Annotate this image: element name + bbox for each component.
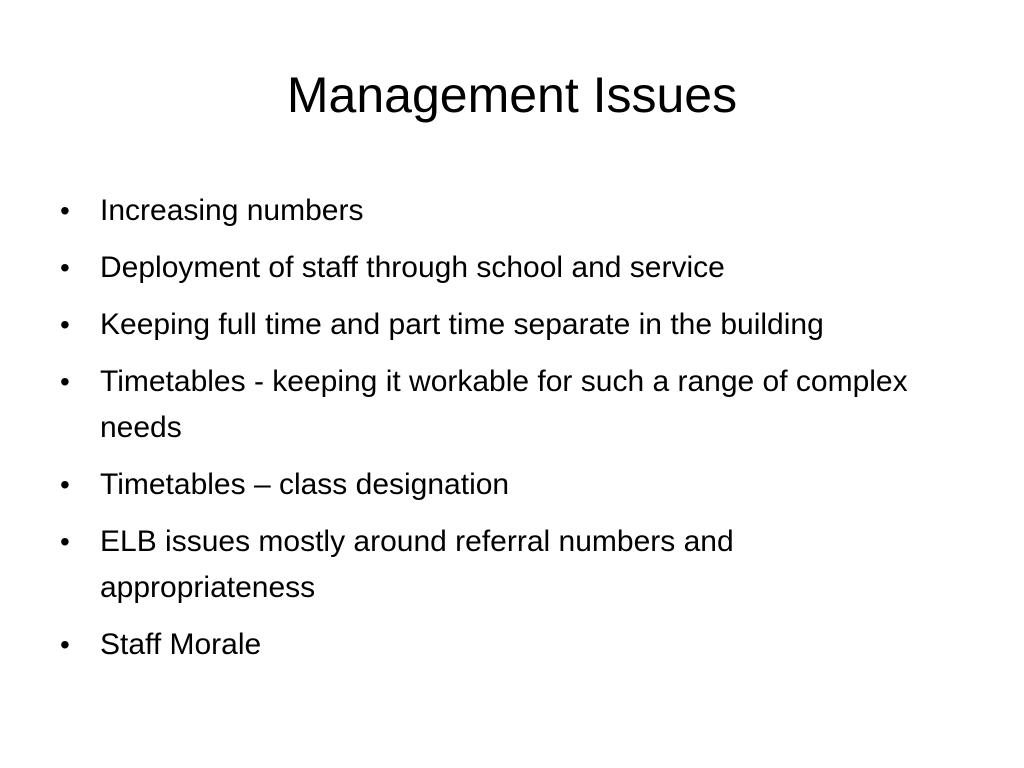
bullet-list [56,188,956,679]
bullet-icon: • [60,526,70,557]
list-item [56,245,956,291]
bullet-icon: • [60,469,70,500]
bullet-text: Timetables - keeping it workable for such a range of complex needs [100,365,908,444]
bullet-icon: • [60,309,70,340]
list-item [56,188,956,234]
bullet-text: Increasing numbers [100,194,364,227]
bullet-text: ELB issues mostly around referral numbers and appropriateness [100,525,734,604]
list-item [56,359,956,451]
bullet-text: Keeping full time and part time separate in the building [100,308,824,341]
bullet-icon: • [60,252,70,283]
list-item [56,302,956,348]
bullet-icon: • [60,195,70,226]
list-item [56,622,956,668]
slide-title: Management Issues [286,67,738,123]
bullet-text: Timetables – class designation [100,468,510,501]
bullet-text: Deployment of staff through school and service [100,251,725,284]
bullet-icon: • [60,366,70,397]
list-item [56,519,956,611]
list-item [56,462,956,508]
bullet-icon: • [60,629,70,660]
bullet-text: Staff Morale [100,628,262,661]
